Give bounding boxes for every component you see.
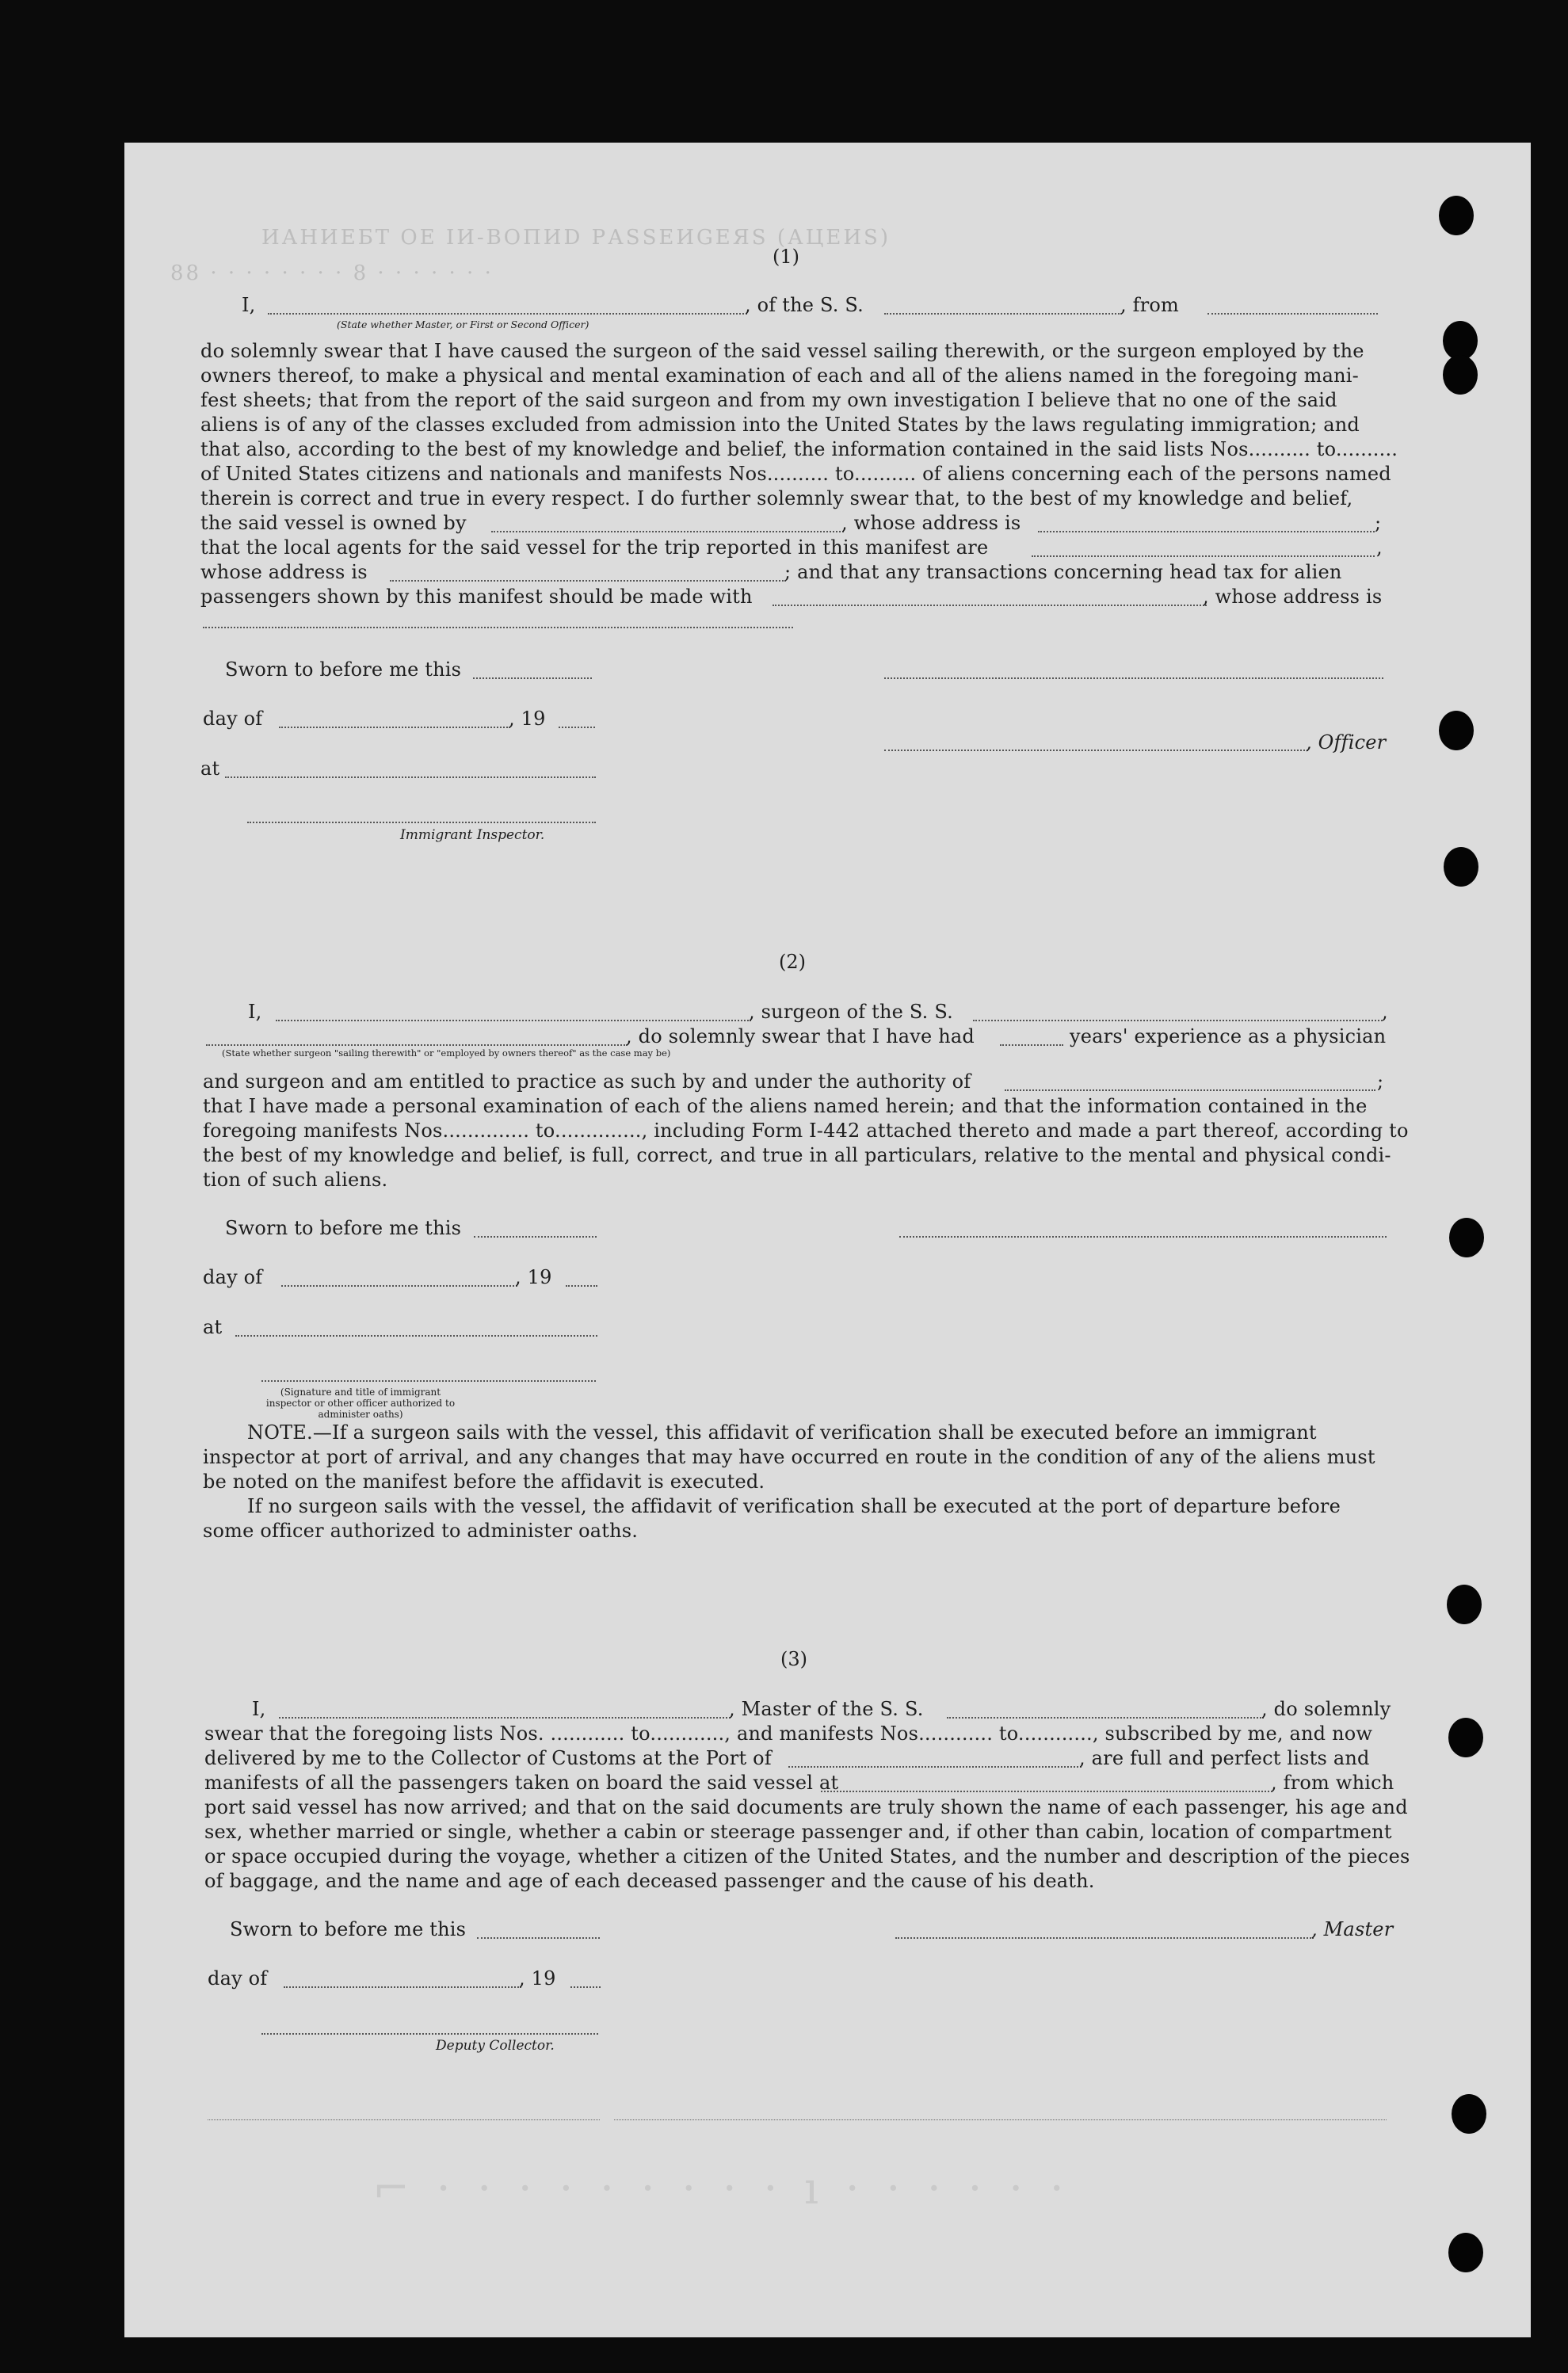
place-field[interactable] — [225, 776, 596, 778]
sec1-day-of: day of — [203, 708, 263, 730]
sec3-solemnly: , do solemnly — [1261, 1698, 1391, 1720]
sec1-para-line: that also, according to the best of my knowledge and belief, the information contained in the said lists Nos.......... to.......... — [200, 438, 1398, 460]
sec3-nineteen: , 19 — [519, 1967, 556, 1990]
sec3-para-line: swear that the foregoing lists Nos. ............ to............, and manifests Nos............ to............, subscribed by me, and now — [204, 1723, 1373, 1745]
officer-signature-line[interactable] — [884, 677, 1383, 679]
deputy-signature-line[interactable] — [261, 2033, 598, 2035]
sec1-i: I, — [242, 294, 256, 316]
month-field[interactable] — [284, 1986, 521, 1988]
sec1-nineteen: , 19 — [509, 708, 546, 730]
sec1-at: at — [200, 757, 220, 780]
place-field[interactable] — [235, 1335, 597, 1337]
sec1-from: , from — [1120, 294, 1180, 316]
officer-label: , Officer — [1306, 731, 1387, 753]
owner-address-field[interactable] — [1038, 531, 1375, 532]
sec2-at: at — [203, 1316, 223, 1338]
sec3-para-line: sex, whether married or single, whether a cabin or steerage passenger and, if other than cabin, location of compartment — [204, 1821, 1392, 1843]
semicolon: ; — [1375, 512, 1382, 534]
punch-hole — [1448, 2233, 1483, 2272]
sec3-from-which: , from which — [1271, 1772, 1394, 1794]
sec1-para-line: owners thereof, to make a physical and mental examination of each and all of the aliens named in the foregoing mani- — [200, 364, 1359, 387]
sec2-para-line: that I have made a personal examination of each of the aliens named herein; and that the information contained in the — [203, 1095, 1368, 1117]
sec2-note-line: be noted on the manifest before the affidavit is executed. — [203, 1471, 765, 1493]
sec3-master-of: , Master of the S. S. — [729, 1698, 924, 1720]
sec3-i: I, — [252, 1698, 266, 1720]
year-field[interactable] — [566, 1285, 597, 1287]
owner-field[interactable] — [491, 531, 844, 532]
sec1-head-tax: ; and that any transactions concerning head tax for alien — [784, 561, 1342, 583]
punch-hole — [1452, 2094, 1486, 2134]
sworn-date-field[interactable] — [473, 677, 592, 679]
year-field[interactable] — [559, 727, 595, 728]
footer-rule-right — [614, 2119, 1387, 2120]
sec3-day-of: day of — [208, 1967, 268, 1990]
sec2-note-line: NOTE.—If a surgeon sails with the vessel, this affidavit of verification shall be executed before an immigrant — [247, 1421, 1317, 1444]
sec2-years: years' experience as a physician — [1070, 1025, 1387, 1047]
sec2-day-of: day of — [203, 1266, 263, 1288]
master-name-field[interactable] — [279, 1717, 731, 1719]
embark-port-field[interactable] — [821, 1791, 1272, 1792]
sec2-nineteen: , 19 — [515, 1266, 552, 1288]
punch-hole — [1447, 1585, 1482, 1624]
sec1-para-line: of United States citizens and nationals and manifests Nos.......... to.......... of aliens concerning each of the persons named — [200, 463, 1391, 485]
sec1-para-line: do solemnly swear that I have caused the surgeon of the said vessel sailing therewith, or the surgeon employed by the — [200, 340, 1364, 362]
punch-hole — [1443, 355, 1478, 395]
section-1-number: (1) — [773, 246, 799, 268]
port-field[interactable] — [788, 1766, 1082, 1768]
signature-title-note: (Signature and title of immigrant inspector or other officer authorized to administer oaths) — [265, 1387, 456, 1420]
bleed-through-text: ⌐ · · · · · · · · · ı · · · · · · — [372, 2163, 1070, 2215]
agent-address-field[interactable] — [390, 580, 786, 582]
sec3-para-line: port said vessel has now arrived; and that on the said documents are truly shown the name of each passenger, his age and — [204, 1796, 1408, 1818]
name-field[interactable] — [268, 313, 747, 315]
sec3-sworn: Sworn to before me this — [230, 1918, 467, 1940]
month-field[interactable] — [279, 727, 510, 728]
year-field[interactable] — [570, 1986, 601, 1988]
sec2-note-line: some officer authorized to administer oaths. — [203, 1520, 639, 1542]
sec1-passengers: passengers shown by this manifest should be made with — [200, 586, 753, 608]
inspector-label: Immigrant Inspector. — [400, 827, 545, 843]
agents-field[interactable] — [1032, 555, 1375, 557]
sec2-swear: , do solemnly swear that I have had — [626, 1025, 975, 1047]
inspector-signature-line[interactable] — [247, 822, 596, 823]
surgeon-name-field[interactable] — [276, 1020, 751, 1021]
master-vessel-field[interactable] — [947, 1717, 1264, 1719]
comma: , — [1376, 536, 1383, 559]
sworn-date-field[interactable] — [474, 1236, 597, 1238]
month-field[interactable] — [281, 1285, 517, 1287]
sec2-para-line: tion of such aliens. — [203, 1169, 388, 1191]
sec2-authority: and surgeon and am entitled to practice as such by and under the authority of — [203, 1070, 971, 1093]
sec3-para-line: manifests of all the passengers taken on board the said vessel at — [204, 1772, 839, 1794]
years-field[interactable] — [1000, 1044, 1063, 1046]
head-tax-contact-field[interactable] — [773, 605, 1207, 606]
sec2-note-line: inspector at port of arrival, and any changes that may have occurred en route in the condition of any of the aliens must — [203, 1446, 1375, 1468]
sec1-para-line: fest sheets; that from the report of the said surgeon and from my own investigation I believe that no one of the said — [200, 389, 1337, 411]
surgeon-signature-line[interactable] — [899, 1236, 1387, 1238]
officer-rank-note: (State whether Master, or First or Second Officer) — [337, 319, 589, 330]
master-signature-line[interactable] — [895, 1937, 1314, 1939]
sec2-sworn: Sworn to before me this — [225, 1217, 462, 1239]
surgeon-vessel-field[interactable] — [973, 1020, 1383, 1021]
punch-hole — [1444, 847, 1478, 887]
sec1-para-line: aliens is of any of the classes excluded from admission into the United States by the laws regulating immigration; and — [200, 414, 1360, 436]
section-2-number: (2) — [779, 951, 806, 973]
sec2-note-line: If no surgeon sails with the vessel, the affidavit of verification shall be executed at the port of departure before — [247, 1495, 1341, 1517]
sec3-para-line: of baggage, and the name and age of each deceased passenger and the cause of his death. — [204, 1870, 1095, 1892]
sec1-sworn: Sworn to before me this — [225, 658, 462, 681]
footer-rule-left — [208, 2119, 600, 2120]
authority-field[interactable] — [1005, 1089, 1375, 1091]
sec3-para-line: delivered by me to the Collector of Customs at the Port of — [204, 1747, 772, 1769]
surgeon-status-field[interactable] — [206, 1044, 628, 1046]
sec3-full-perfect: , are full and perfect lists and — [1079, 1747, 1370, 1769]
sec1-local-agents: that the local agents for the said vessel for the trip reported in this manifest are — [200, 536, 989, 559]
semicolon: ; — [1377, 1070, 1384, 1093]
sec1-whose-address-2: , whose address is — [1203, 586, 1383, 608]
sec1-owned-by: the said vessel is owned by — [200, 512, 467, 534]
sec1-whose-address: , whose address is — [841, 512, 1021, 534]
sec1-para-line: therein is correct and true in every respect. I do further solemnly swear that, to the best of my knowledge and belief, — [200, 487, 1353, 509]
sec2-surgeon-of: , surgeon of the S. S. — [749, 1001, 953, 1023]
punch-hole — [1439, 196, 1474, 235]
sec2-para-line: foregoing manifests Nos.............. to.............., including Form I-442 attached thereto and made a part thereof, according to — [203, 1120, 1409, 1142]
sworn-date-field[interactable] — [477, 1937, 600, 1939]
punch-hole — [1448, 1718, 1483, 1757]
section-3-number: (3) — [780, 1648, 807, 1670]
vessel-field[interactable] — [884, 313, 1122, 315]
sec1-of-ss: , of the S. S. — [745, 294, 864, 316]
sec1-agent-address: whose address is — [200, 561, 368, 583]
bleed-through-text: ИАНИЕБТ ОЕ ІИ-ВОПИD РАЅЅЕИGЕЯЅ (АЦЕИЅ) — [261, 226, 891, 250]
head-tax-address-field[interactable] — [203, 627, 793, 628]
officer-title-line[interactable] — [884, 750, 1308, 751]
sec2-para-line: the best of my knowledge and belief, is full, correct, and true in all particulars, relative to the mental and physical condi- — [203, 1144, 1391, 1166]
master-label: , Master — [1311, 1918, 1394, 1940]
inspector-signature-line[interactable] — [261, 1380, 596, 1382]
deputy-label: Deputy Collector. — [436, 2038, 555, 2054]
from-field[interactable] — [1207, 313, 1378, 315]
punch-hole — [1439, 711, 1474, 750]
sec2-i: I, — [248, 1001, 262, 1023]
surgeon-status-note: (State whether surgeon "sailing therewith" or "employed by owners thereof" as the case may be) — [222, 1047, 671, 1059]
sec3-para-line: or space occupied during the voyage, whether a citizen of the United States, and the number and description of the pieces — [204, 1845, 1410, 1867]
comma: , — [1382, 1001, 1388, 1023]
bleed-through-text: 88 · · · · · · · · 8 · · · · · · · — [170, 261, 494, 285]
punch-hole — [1449, 1218, 1484, 1257]
